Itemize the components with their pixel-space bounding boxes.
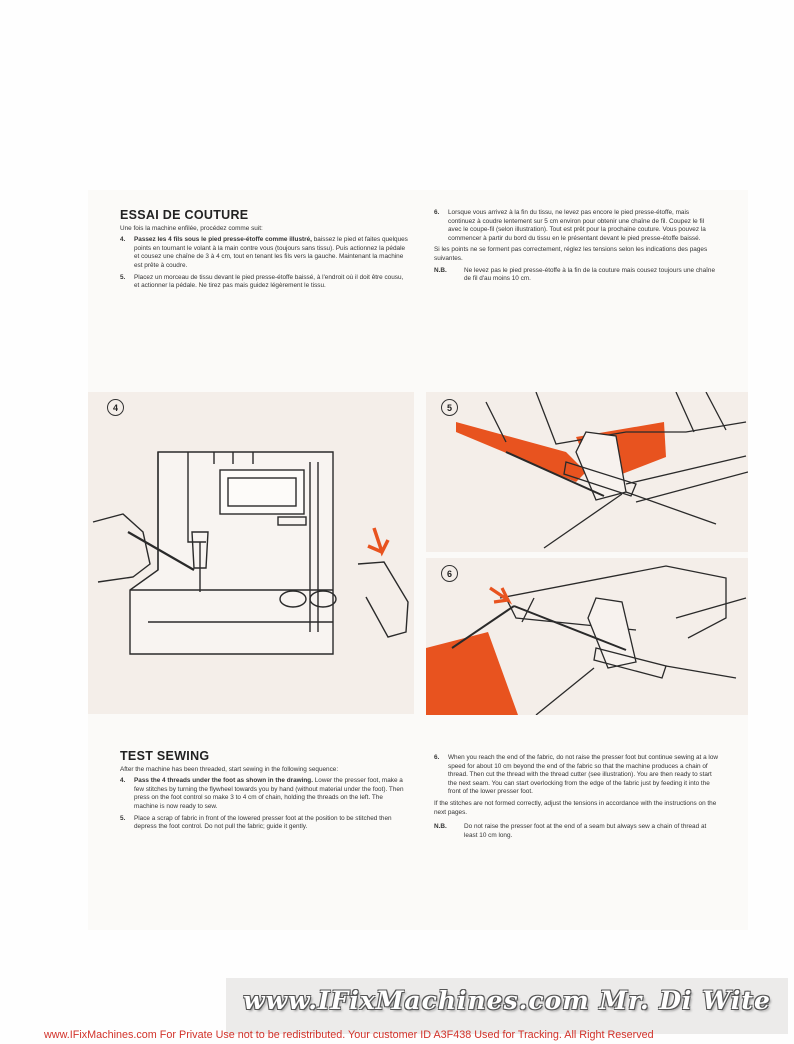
figure-4-drawing	[88, 392, 414, 714]
english-step-6-number: 6.	[434, 754, 440, 761]
english-nb-text: Do not raise the presser foot at the end of a seam but always sew a chain of thread at least 10 cm long.	[464, 823, 707, 839]
french-nb-label: N.B.	[434, 266, 447, 274]
watermark-band	[226, 978, 788, 1034]
english-step-4-bold: Pass the 4 threads under the foot as shown in the drawing.	[134, 777, 313, 785]
french-right-column	[434, 209, 718, 284]
french-step-5-text: Placez un morceau de tissu devant le pied presse-étoffe baissé, à l'endroit où il doit être cousu, et actionner la pédale. Ne tirez pas mais guidez légèrement le tissu.	[134, 273, 404, 290]
french-intro: Une fois la machine enfilée, procédez comme suit:	[120, 224, 263, 232]
french-nb	[434, 267, 718, 284]
figure-5-drawing	[426, 392, 748, 552]
french-nb-text: Ne levez pas le pied presse-étoffe à la fin de la couture mais cousez toujours une chaîne de fil d'au moins 10 cm.	[464, 266, 716, 283]
figure-5-badge: 5	[441, 399, 458, 416]
french-step-4-bold: Passez les 4 fils sous le pied presse-étoffe comme illustré,	[134, 236, 312, 244]
footer-copyright-notice: www.IFixMachines.com For Private Use not to be redistributed. Your customer ID A3F438 Used for Tracking. All Right Reserved	[44, 1029, 654, 1041]
english-heading: TEST SEWING	[120, 749, 210, 763]
figure-6-badge: 6	[441, 565, 458, 582]
english-nb	[434, 823, 718, 840]
english-step-4-body	[134, 777, 408, 811]
french-step-4-text: baissez le pied et faites quelques points en tournant le volant à la main contre vous (toujours sans tissu). Puis actionnez la pédale et cousez une chaîne de 3 à 4 cm, tout en tenant les fils vers la gauche. Maintenant la machine est prête à coudre.	[134, 236, 408, 269]
english-step-6	[434, 754, 718, 797]
figure-6-drawing	[426, 558, 748, 715]
english-step-4	[120, 777, 408, 811]
english-right-column	[434, 754, 718, 840]
french-note: Si les points ne se forment pas correctement, réglez les tensions selon les indications des pages suivantes.	[434, 246, 708, 262]
french-step-6-text: Lorsque vous arrivez à la fin du tissu, ne levez pas encore le pied presse-étoffe, mais continuez à coudre lentement sur 5 cm environ pour obtenir une chaîne de fil. Coupez le fil avec le coupe-fil (selon illustration). Tout est prêt pour la prochaine couture. Vous pouvez la commencer à partir du bord du tissu en le présentant devant le pied presse-étoffe baissé.	[448, 209, 706, 242]
figure-4-badge: 4	[107, 399, 124, 416]
french-step-6	[434, 209, 718, 243]
watermark-text: www.IFixMachines.com Mr. Di Wite	[243, 986, 771, 1015]
english-step-5-text: Place a scrap of fabric in front of the lowered presser foot at the position to be stitched then depress the foot control. Do not pull the fabric; guide it gently.	[134, 814, 392, 831]
french-step-4-number: 4.	[120, 236, 126, 244]
english-step-6-text: When you reach the end of the fabric, do not raise the presser foot but continue sewing at a low speed for about 10 cm beyond the end of the fabric so that the machine produces a chain of thread. Then cut the thread with the thread cutter (see illustration). You are then ready to start the next seam. You can start overlocking from the edge of the fabric just by feeding it into the front of the lower presser foot.	[448, 754, 718, 796]
french-step-5	[120, 274, 408, 291]
english-step-4-text: Lower the presser foot, make a few stitches by turning the flywheel towards you by hand (without material under the foot). Then press on the foot control so make 3 to 4 cm of chain, holding the threads on the left. The machine is now ready to sew.	[134, 777, 404, 810]
french-step-5-number: 5.	[120, 273, 126, 281]
english-step-4-number: 4.	[120, 777, 126, 785]
french-left-column	[120, 208, 408, 294]
english-left-column	[120, 749, 408, 835]
english-note: If the stitches are not formed correctly, adjust the tensions in accordance with the instructions on the next pages.	[434, 799, 717, 816]
figure-6	[426, 558, 748, 715]
french-step-4-body	[134, 236, 408, 270]
figure-5	[426, 392, 748, 552]
english-nb-label: N.B.	[434, 823, 447, 831]
figure-4	[88, 392, 414, 714]
french-heading: ESSAI DE COUTURE	[120, 208, 249, 222]
english-step-5-number: 5.	[120, 814, 126, 822]
english-step-5	[120, 815, 408, 832]
english-intro: After the machine has been threaded, start sewing in the following sequence:	[120, 765, 339, 773]
french-step-4	[120, 236, 408, 270]
french-step-6-number: 6.	[434, 209, 440, 216]
